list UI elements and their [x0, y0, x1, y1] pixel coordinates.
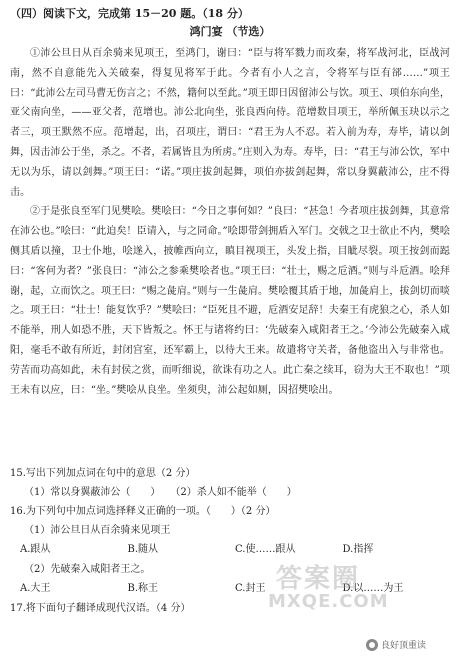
- question-16-item-2: （2）先破秦入咸阳者王之。: [24, 564, 151, 576]
- options-row-1: [10, 540, 450, 560]
- watermark-line-1: 答案圈: [275, 564, 360, 594]
- wechat-icon: [366, 639, 378, 651]
- option-d: D.指挥: [342, 544, 374, 556]
- option-c: C.使……跟从: [235, 544, 296, 556]
- questions-section: [10, 464, 450, 618]
- watermark-line-2: MXQE.COM: [268, 591, 389, 612]
- question-15: 15.写出下列加点词在句中的意思（2 分）: [10, 468, 196, 480]
- question-16-item-1: （1）沛公旦日从百余骑来见项王: [24, 525, 171, 537]
- paragraph-2: ②于是张良至军门见樊哙。樊哙曰：“今日之事何如？”良曰：“甚急！今者项庄拔剑舞，其意常在沛公也。”哙曰：“此迫矣！臣请入，与之同命。”哙即带剑拥盾入军门。交戟之卫士欲止不内，樊哙侧其盾以撞，卫士仆地，哙遂入，披帷西向立，瞋目视项王，头发上指，目眦尽裂。项王按剑而跽曰：“客何为者？”张良曰：“沛公之参乘樊哙者也。”项王曰：“壮士，赐之卮酒。”则与斗卮酒。哙拜谢，起，立而饮之。项王曰：“赐之彘肩。”则与一生彘肩。樊哙覆其盾于地，加彘肩上，拔剑切而啖之。项王曰：“壮士！能复饮乎？”樊哙曰：“臣死且不避，卮酒安足辞！夫秦王有虎狼之心，杀人如不能举，刑人如恐不胜，天下皆叛之。怀王与诸将约曰：‘先破秦入咸阳者王之。’今沛公先破秦入咸阳，毫毛不敢有所近，封闭宫室，还军霸上，以待大王来。故遣将守关者，备他盗出入与非常也。劳苦而功高如此，未有封侯之赏，而听细说，欲诛有功之人。此亡秦之续耳，窃为大王不取也！”项王未有以应，曰：“坐。”樊哙从良坐。坐须臾，沛公起如厕，因招樊哙出。: [10, 206, 450, 396]
- option-b: B.随从: [127, 544, 159, 556]
- option-b: B.称王: [127, 583, 159, 595]
- question-17: 17.将下面句子翻译成现代汉语。（4 分）: [10, 603, 191, 615]
- question-16: 16.为下列句中加点词选择释义正确的一项。（ ）（2 分）: [10, 506, 276, 518]
- option-a: A.大王: [20, 583, 51, 595]
- option-c: C.封王: [235, 583, 266, 595]
- wechat-badge: [366, 638, 426, 651]
- question-15-items: （1）常以身翼蔽沛公（ ） （2）杀人如不能举（ ）: [24, 487, 297, 499]
- passage-title: 鸿门宴 （节选）: [189, 25, 271, 38]
- section-title: （四）阅读下文，完成第 15－20 题。（18 分）: [10, 7, 249, 20]
- paragraph-1: ①沛公旦日从百余骑来见项王，至鸿门，谢曰：“臣与将军戮力而攻秦，将军战河北，臣战河南，然不自意能先入关破秦，得复见将军于此。今者有小人之言，令将军与臣有郤……”项王曰：“此沛公左司马曹无伤言之；不然，籍何以至此。”项王即日因留沛公与饮。项王、项伯东向坐，亚父南向坐，——亚父者，范增也。沛公北向坐，张良西向侍。范增数目项王，举所佩玉玦以示之者三，项王默然不应。范增起，出，召项庄，谓曰：“君王为人不忍。若入前为寿，寿毕，请以剑舞，因击沛公于坐，杀之。不者，若属皆且为所虏。”庄则入为寿。寿毕，曰：“君王与沛公饮，军中无以为乐，请以剑舞。”项王曰：“诺。”项庄拔剑起舞，项伯亦拔剑起舞，常以身翼蔽沛公，庄不得击。: [10, 48, 450, 198]
- option-a: A.跟从: [20, 544, 51, 556]
- wechat-label: 良好顶重读: [381, 641, 427, 651]
- options-row-2: [10, 579, 450, 599]
- option-d: D.以……为王: [342, 583, 404, 595]
